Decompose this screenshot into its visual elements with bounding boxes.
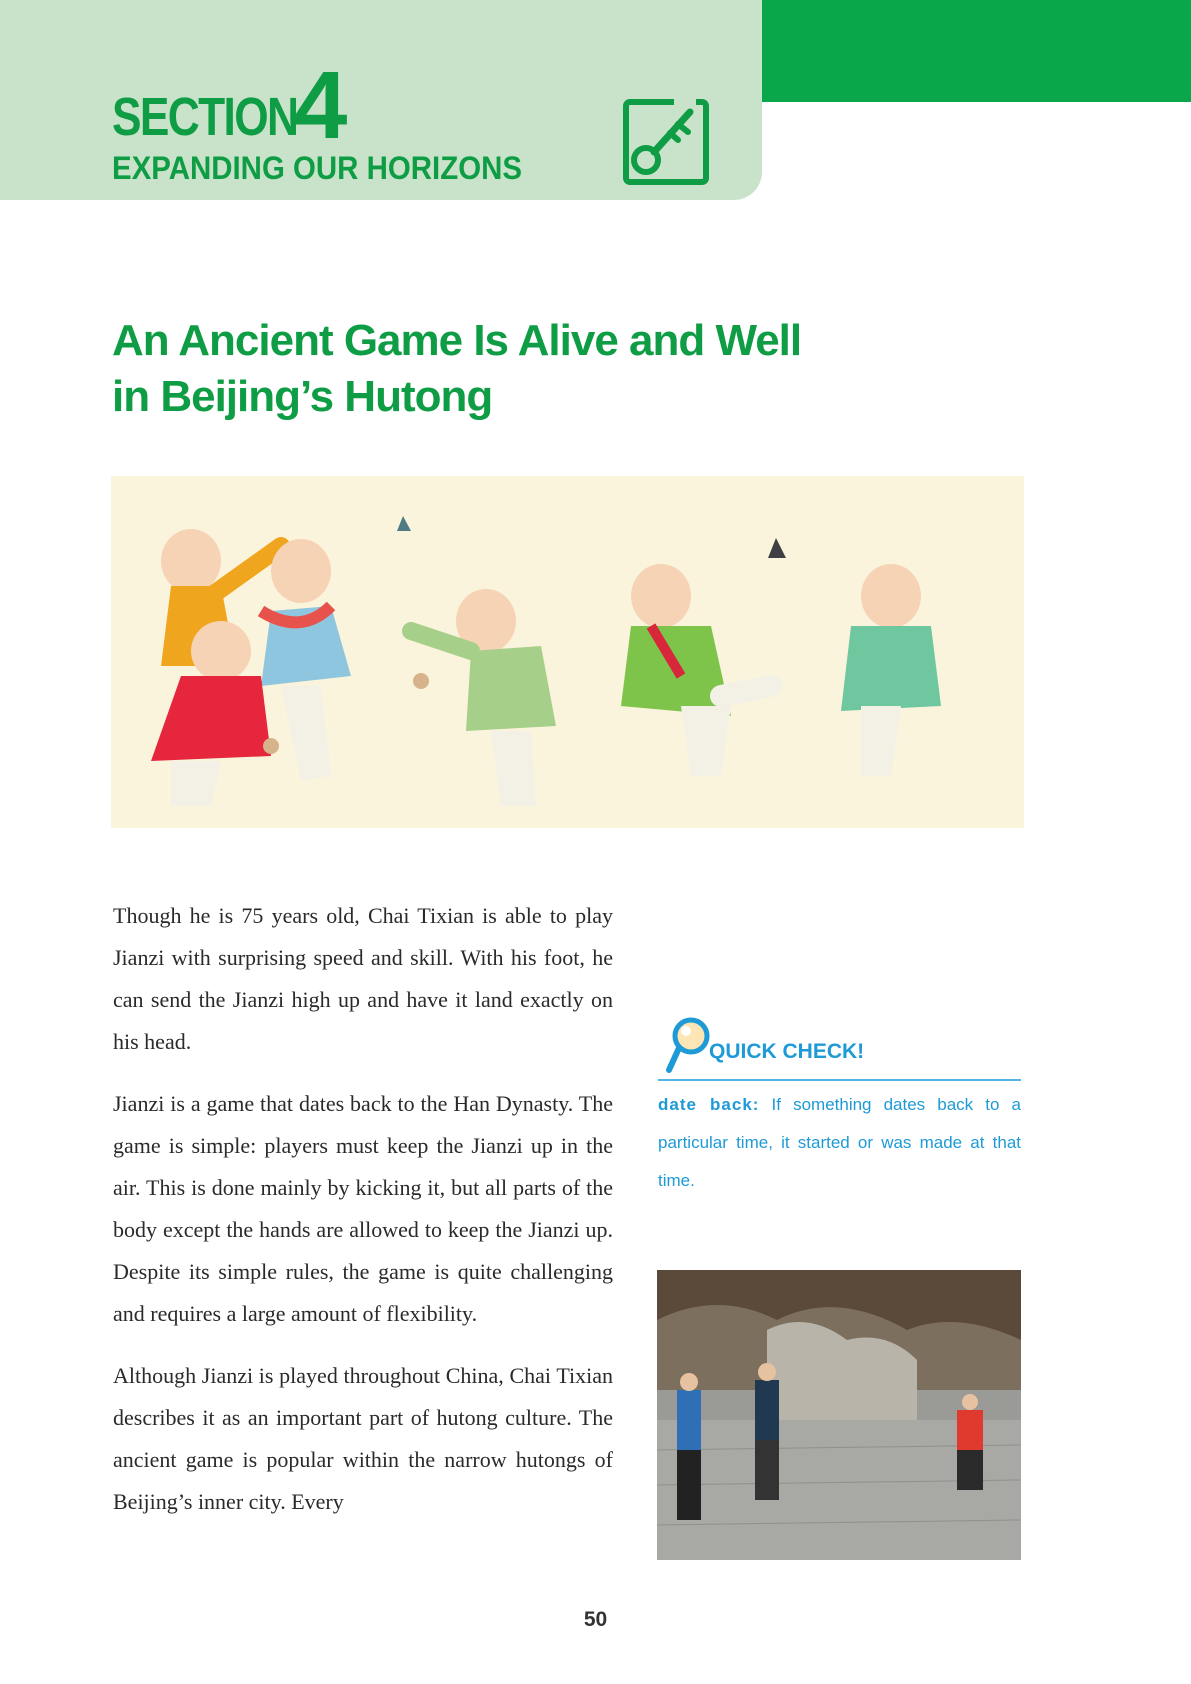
quick-check-definition bbox=[658, 1086, 1021, 1200]
paragraph: Jianzi is a game that dates back to the Han Dynasty. The game is simple: players must keep the Jianzi up in the air. This is done mainly by kicking it, but all parts of the body except the hands are allowed to keep the Jianzi up. Despite its simple rules, the game is quite challenging and requires a large amount of flexibility. bbox=[113, 1091, 613, 1326]
header-accent-bar bbox=[762, 0, 1191, 102]
paragraph: Though he is 75 years old, Chai Tixian is able to play Jianzi with surprising speed and skill. With his foot, he can send the Jianzi high up and have it land exactly on his head. bbox=[113, 903, 613, 1054]
title-line-2: in Beijing’s Hutong bbox=[112, 372, 493, 421]
section-label: SECTION bbox=[112, 87, 298, 147]
key-checkbox-icon bbox=[622, 98, 710, 186]
glossary-definition: If something dates back to a particular time, it started or was made at that time. bbox=[658, 1095, 1021, 1190]
title-line-1: An Ancient Game Is Alive and Well bbox=[112, 316, 802, 365]
glossary-term: date back: bbox=[658, 1095, 760, 1114]
quick-check-divider bbox=[658, 1079, 1021, 1081]
magnifier-icon bbox=[665, 1016, 711, 1076]
article-title bbox=[112, 313, 872, 425]
paragraph: Although Jianzi is played throughout China, Chai Tixian describes it as an important part of hutong culture. The ancient game is popular within the narrow hutongs of Beijing’s inner city. Every bbox=[113, 1363, 613, 1514]
section-number: 4 bbox=[294, 52, 348, 159]
jianzi-illustration bbox=[111, 476, 1024, 828]
page-number: 50 bbox=[583, 1608, 608, 1631]
park-photo bbox=[657, 1270, 1021, 1560]
article-body bbox=[113, 895, 613, 1543]
quick-check-title: QUICK CHECK! bbox=[709, 1040, 865, 1063]
section-subtitle: EXPANDING OUR HORIZONS bbox=[112, 150, 523, 186]
